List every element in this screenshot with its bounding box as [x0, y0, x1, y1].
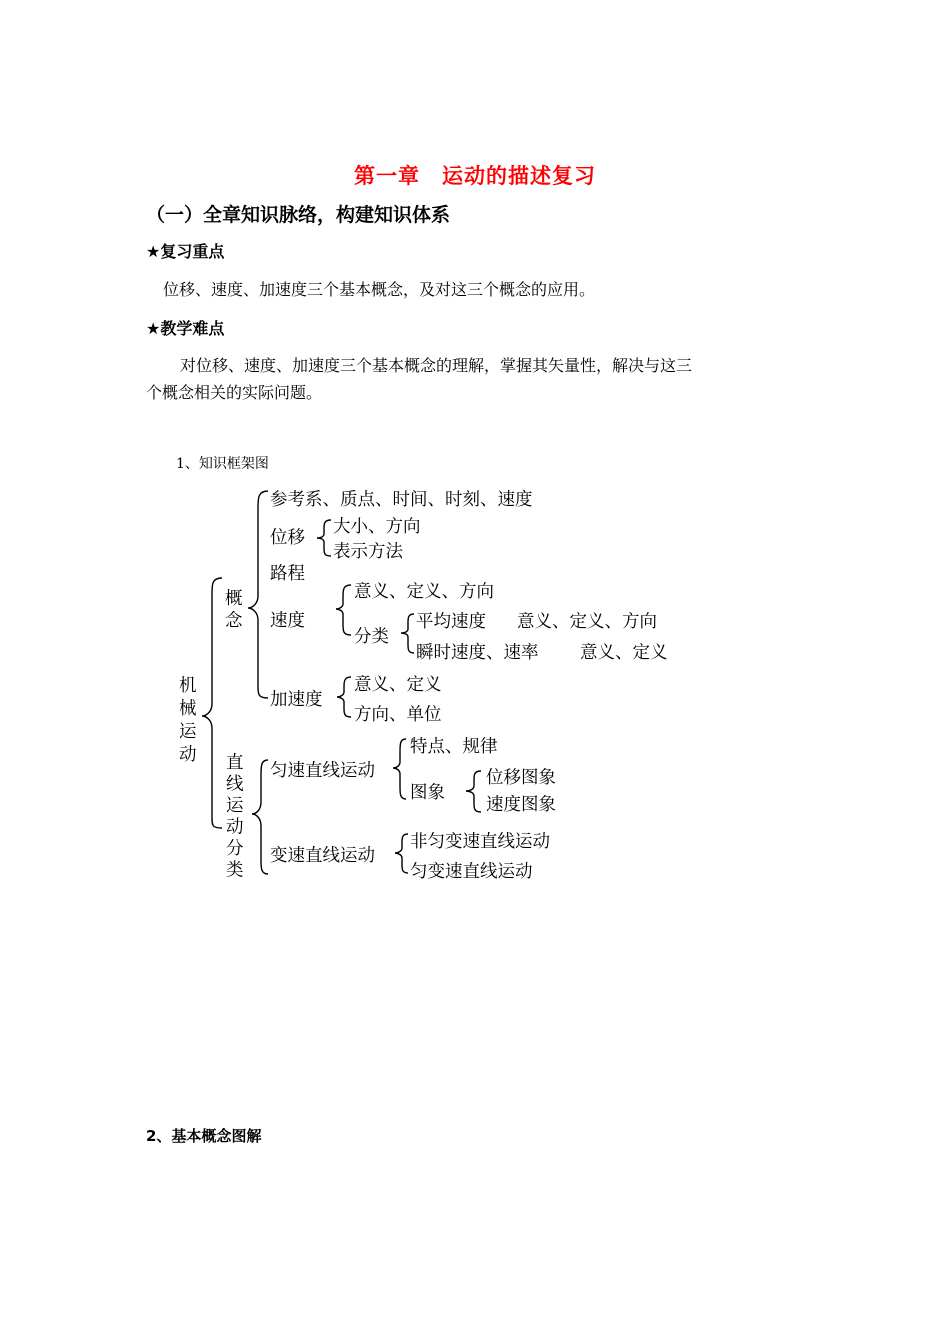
brace-uniform [393, 739, 406, 799]
brace-motion-class [252, 760, 268, 874]
node-graph: 图象 [410, 783, 445, 803]
node-displacement: 位移 [270, 528, 305, 548]
tree-concept-label [225, 588, 243, 631]
node-vel-graph: 速度图象 [486, 795, 556, 815]
brace-displacement [317, 520, 331, 556]
brace-variable [395, 834, 408, 873]
tree-root-label [179, 675, 197, 765]
node-size-direction: 大小、方向 [333, 517, 421, 537]
node-representation: 表示方法 [333, 542, 403, 562]
brace-root [202, 578, 222, 828]
node-acc-meaning: 意义、定义 [354, 675, 442, 695]
node-reference: 参考系、质点、时间、时刻、速度 [270, 490, 533, 510]
brace-classify [401, 614, 414, 653]
brace-acceleration [337, 677, 351, 717]
brace-concept [248, 491, 268, 698]
node-meaning-def-dir: 意义、定义、方向 [354, 582, 494, 602]
node-classify: 分类 [354, 627, 389, 647]
node-avg-meaning: 意义、定义、方向 [517, 612, 657, 632]
review-key-text: 位移、速度、加速度三个基本概念，及对这三个概念的应用。 [163, 280, 596, 299]
framework-caption: 1、知识框架图 [176, 456, 269, 472]
node-path: 路程 [270, 564, 305, 584]
difficulty-text-line1: 对位移、速度、加速度三个基本概念的理解，掌握其矢量性，解决与这三 [180, 356, 693, 375]
tree-concept: 概念 [225, 589, 243, 631]
difficulty-text-line2: 个概念相关的实际问题。 [146, 383, 323, 402]
difficulty-heading: ★教学难点 [146, 319, 225, 338]
brace-velocity [336, 585, 351, 635]
node-uniform: 匀速直线运动 [270, 761, 375, 781]
node-acceleration: 加速度 [270, 690, 323, 710]
node-average-velocity: 平均速度 [416, 612, 486, 632]
node-velocity: 速度 [270, 611, 305, 631]
node-nonuniform-variable: 非匀变速直线运动 [410, 832, 550, 852]
tree-motion-class-label [226, 753, 244, 881]
node-acc-direction: 方向、单位 [354, 705, 442, 725]
node-variable: 变速直线运动 [270, 846, 375, 866]
basic-concept-heading: 2、基本概念图解 [146, 1127, 262, 1145]
section-heading: （一）全章知识脉络，构建知识体系 [146, 204, 451, 226]
tree-motion-class: 直线运动分类 [226, 753, 244, 881]
page-title: 第一章 运动的描述复习 [354, 164, 596, 188]
node-instant-meaning: 意义、定义 [580, 643, 668, 663]
node-uniform-variable: 匀变速直线运动 [410, 862, 533, 882]
node-instant-velocity: 瞬时速度、速率 [416, 643, 539, 663]
node-features: 特点、规律 [410, 737, 498, 757]
node-disp-graph: 位移图象 [486, 768, 556, 788]
review-key-heading: ★复习重点 [146, 242, 225, 261]
brace-graph [466, 771, 481, 812]
tree-root: 机械运动 [179, 676, 197, 765]
